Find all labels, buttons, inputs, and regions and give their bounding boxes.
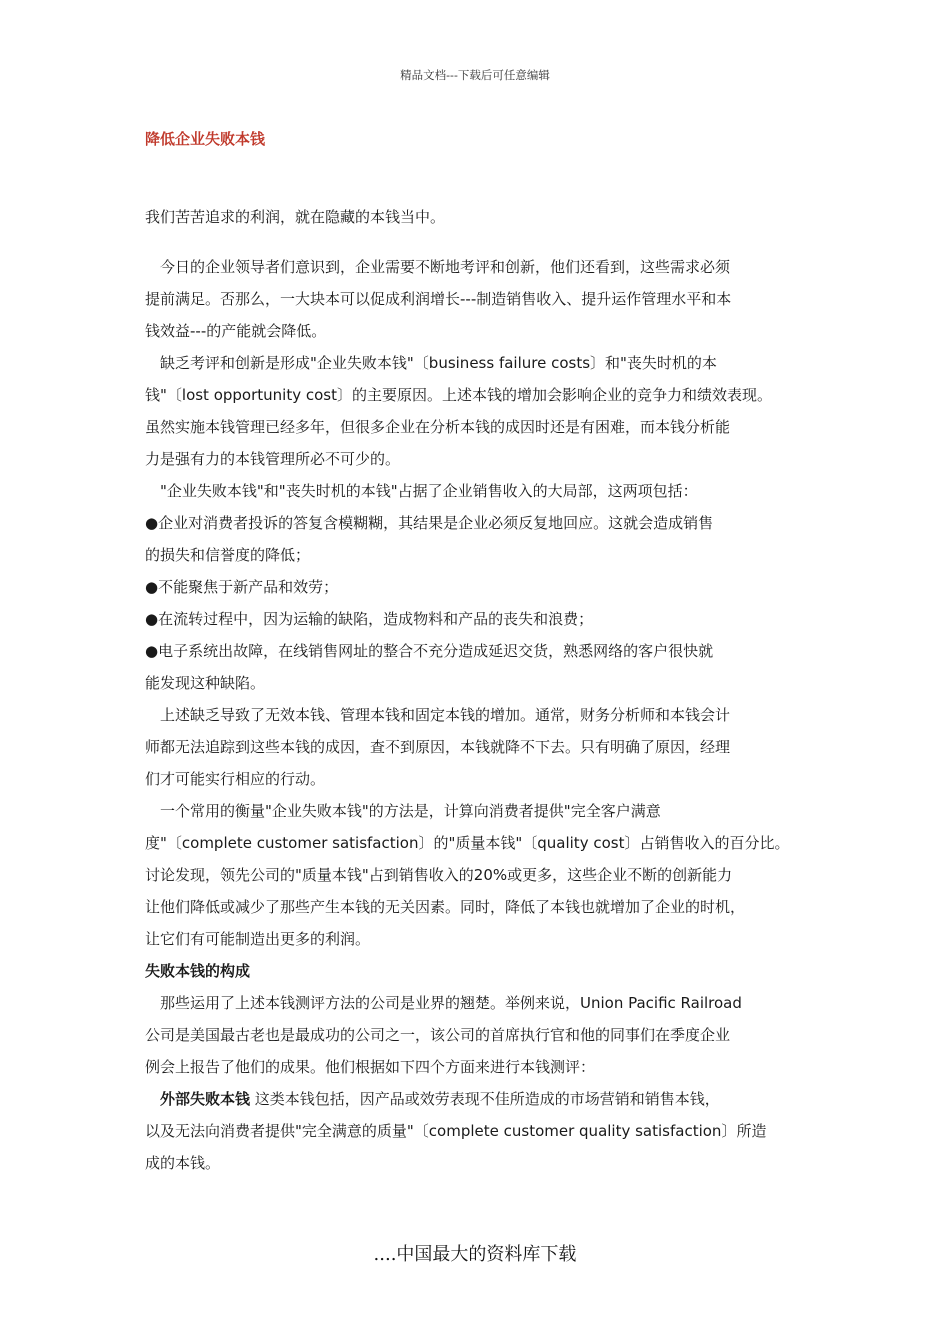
intro-paragraph: 我们苦苦追求的利润，就在隐藏的本钱当中。 bbox=[145, 208, 446, 226]
text-line: 让它们有可能制造出更多的利润。 bbox=[145, 930, 371, 948]
bullet-item: ●在流转过程中，因为运输的缺陷，造成物料和产品的丧失和浪费； bbox=[145, 610, 594, 628]
text-line: 以及无法向消费者提供"完全满意的质量"〔complete customer quality satisfaction〕所造 bbox=[145, 1122, 767, 1140]
text-line: "企业失败本钱"和"丧失时机的本钱"占据了企业销售收入的大局部，这两项包括： bbox=[145, 482, 698, 500]
page-header: 精品文档---下载后可任意编辑 bbox=[400, 68, 550, 82]
text-line: 虽然实施本钱管理已经多年，但很多企业在分析本钱的成因时还是有困难，而本钱分析能 bbox=[145, 418, 731, 436]
document-title: 降低企业失败本钱 bbox=[145, 130, 266, 148]
bullet-item: ●企业对消费者投诉的答复含模糊糊，其结果是企业必须反复地回应。这就会造成销售 bbox=[145, 514, 714, 532]
text-line: 缺乏考评和创新是形成"企业失败本钱"〔business failure costs〕和"丧失时机的本 bbox=[145, 354, 717, 372]
body-block-1 bbox=[145, 251, 815, 1179]
text-line: 师都无法追踪到这些本钱的成因，查不到原因，本钱就降不下去。只有明确了原因，经理 bbox=[145, 738, 731, 756]
text-line: 今日的企业领导者们意识到，企业需要不断地考评和创新，他们还看到，这些需求必须 bbox=[145, 258, 731, 276]
text-line: 成的本钱。 bbox=[145, 1154, 221, 1172]
bullet-item: ●不能聚焦于新产品和效劳； bbox=[145, 578, 339, 596]
bullet-item: ●电子系统出故障，在线销售网址的整合不充分造成延迟交货，熟悉网络的客户很快就 bbox=[145, 642, 714, 660]
external-cost-label: 外部失败本钱 bbox=[160, 1090, 251, 1108]
section-heading: 失败本钱的构成 bbox=[145, 962, 251, 980]
text-line: 一个常用的衡量"企业失败本钱"的方法是，计算向消费者提供"完全客户满意 bbox=[145, 802, 661, 820]
text-line: 那些运用了上述本钱测评方法的公司是业界的翘楚。举例来说，Union Pacific Railroad bbox=[145, 994, 742, 1012]
text-line: 能发现这种缺陷。 bbox=[145, 674, 266, 692]
text-line: 公司是美国最古老也是最成功的公司之一，该公司的首席执行官和他的同事们在季度企业 bbox=[145, 1026, 731, 1044]
text-line: 们才可能实行相应的行动。 bbox=[145, 770, 326, 788]
text-line: 度"〔complete customer satisfaction〕的"质量本钱"〔quality cost〕占销售收入的百分比。 bbox=[145, 834, 790, 852]
text-line: 例会上报告了他们的成果。他们根据如下四个方面来进行本钱测评： bbox=[145, 1058, 596, 1076]
text-line: 上述缺乏导致了无效本钱、管理本钱和固定本钱的增加。通常，财务分析师和本钱会计 bbox=[145, 706, 731, 724]
text-line: 的损失和信誉度的降低； bbox=[145, 546, 311, 564]
text-line: 讨论发现，领先公司的"质量本钱"占到销售收入的20%或更多，这些企业不断的创新能力 bbox=[145, 866, 733, 884]
text-line: 让他们降低或减少了那些产生本钱的无关因素。同时，降低了本钱也就增加了企业的时机， bbox=[145, 898, 746, 916]
text-line bbox=[145, 1083, 815, 1115]
text-line: 钱效益---的产能就会降低。 bbox=[145, 322, 327, 340]
text-line: 提前满足。否那么，一大块本可以促成利润增长---制造销售收入、提升运作管理水平和本 bbox=[145, 290, 732, 308]
text-line: 力是强有力的本钱管理所必不可少的。 bbox=[145, 450, 401, 468]
external-cost-text: 这类本钱包括，因产品或效劳表现不佳所造成的市场营销和销售本钱， bbox=[250, 1090, 720, 1108]
page-footer: ....中国最大的资料库下载 bbox=[373, 1244, 577, 1265]
text-line: 钱"〔lost opportunity cost〕的主要原因。上述本钱的增加会影响企业的竞争力和绩效表现。 bbox=[145, 386, 772, 404]
